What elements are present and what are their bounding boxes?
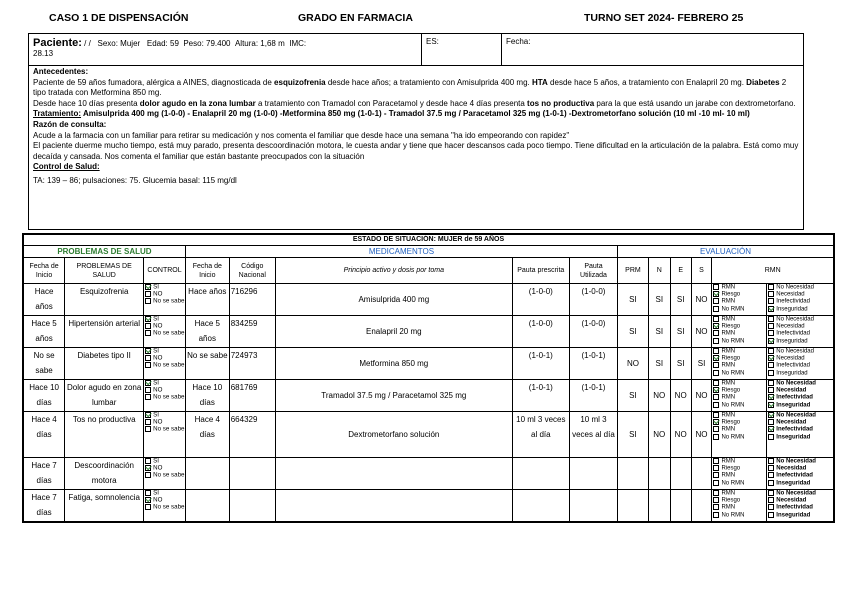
col-n: N — [648, 258, 670, 284]
control-option[interactable]: SI — [145, 284, 184, 291]
control-option[interactable]: No se sabe — [145, 330, 184, 337]
cell-control — [144, 348, 186, 380]
cell-rmn-b: No Necesidad Necesidad Inefectividad Inseguridad — [767, 458, 834, 490]
cell-rmn-b: No Necesidad Necesidad Inefectividad Inseguridad — [767, 284, 834, 316]
cell-problema: Dolor agudo en zona lumbar — [65, 380, 144, 412]
checkbox-icon[interactable] — [713, 362, 719, 368]
cell-e: SI — [670, 348, 691, 380]
control-option[interactable]: SI — [145, 458, 184, 465]
checkbox-icon[interactable] — [713, 394, 719, 400]
cell-codigo: 716296 — [229, 284, 275, 316]
checkbox-icon[interactable] — [768, 465, 774, 471]
checkbox-icon[interactable] — [713, 504, 719, 510]
checkbox-icon[interactable] — [768, 412, 774, 418]
cell-n — [648, 490, 670, 523]
cell-rmn-a: RMN Riesgo RMN No RMN — [712, 458, 767, 490]
cell-fecha: Hace 10 días — [23, 380, 65, 412]
checkbox-icon[interactable] — [768, 355, 774, 361]
checkbox-icon[interactable] — [713, 434, 719, 440]
checkbox-icon[interactable] — [768, 480, 774, 486]
checkbox-icon[interactable] — [713, 426, 719, 432]
cell-principio — [275, 458, 512, 490]
patient-box — [28, 33, 804, 66]
control-option[interactable]: NO — [145, 291, 184, 298]
patient-weight: Peso: 79.400 — [183, 39, 231, 48]
table-row — [23, 490, 834, 523]
cell-utilizada: (1-0-1) — [569, 348, 617, 380]
treatment-label: Tratamiento: — [33, 109, 82, 119]
cell-problema: Tos no productiva — [65, 412, 144, 458]
col-prescrita: Pauta prescrita — [512, 258, 569, 284]
checkbox-icon[interactable] — [768, 472, 774, 478]
control-option[interactable]: NO — [145, 323, 184, 330]
cell-e: NO — [670, 380, 691, 412]
col-e: E — [670, 258, 691, 284]
antecedentes-title: Antecedentes: — [33, 67, 89, 76]
section-problems: PROBLEMAS DE SALUD — [23, 246, 185, 258]
control-option[interactable]: No se sabe — [145, 298, 184, 305]
cell-prescrita: (1-0-1) — [512, 348, 569, 380]
table-row — [23, 348, 834, 380]
control-option[interactable]: NO — [145, 465, 184, 472]
cell-fecha: Hace 5 años — [23, 316, 65, 348]
case-info — [28, 66, 804, 230]
cell-rmn-a: RMN Riesgo RMN No RMN — [712, 380, 767, 412]
cell-rmn-b: No Necesidad Necesidad Inefectividad Inseguridad — [767, 348, 834, 380]
checkbox-icon[interactable] — [713, 490, 719, 496]
cell-control — [144, 458, 186, 490]
treatment-text: Amisulprida 400 mg (1-0-0) - Enalapril 20 mg (1-0-0) -Metformina 850 mg (1-0-1) - Tramadol 37.5 mg / Paracetamol 325 mg (1-0-1) -Dextrometorfano solución (10 ml -10 ml- 10 ml) — [81, 109, 750, 119]
col-problemas: PROBLEMAS DE SALUD — [65, 258, 144, 284]
control-option[interactable]: NO — [145, 497, 184, 504]
checkbox-icon[interactable] — [713, 480, 719, 486]
cell-utilizada: (1-0-0) — [569, 316, 617, 348]
checkbox-icon[interactable] — [768, 490, 774, 496]
checkbox-icon[interactable] — [145, 330, 151, 336]
patient-height: Altura: 1,68 m — [234, 39, 285, 48]
cell-n: NO — [648, 380, 670, 412]
checkbox-icon[interactable] — [145, 380, 151, 386]
cell-fecha2: Hace 4 días — [185, 412, 229, 458]
cell-problema: Diabetes tipo II — [65, 348, 144, 380]
checkbox-icon[interactable] — [145, 426, 151, 432]
table-row — [23, 458, 834, 490]
checkbox-icon[interactable] — [713, 298, 719, 304]
page-header — [0, 12, 848, 28]
control-option[interactable]: NO — [145, 387, 184, 394]
cell-control — [144, 490, 186, 523]
cell-principio: Metformina 850 mg — [275, 348, 512, 380]
checkbox-icon[interactable] — [768, 512, 774, 518]
cell-utilizada — [569, 458, 617, 490]
cell-s: SI — [691, 348, 712, 380]
col-fecha: Fecha de Inicio — [23, 258, 65, 284]
cell-fecha2: Hace 5 años — [185, 316, 229, 348]
checkbox-icon[interactable] — [768, 402, 774, 408]
cell-principio: Enalapril 20 mg — [275, 316, 512, 348]
cell-e: NO — [670, 412, 691, 458]
cell-rmn-b: No Necesidad Necesidad Inefectividad Inseguridad — [767, 490, 834, 523]
cell-s — [691, 490, 712, 523]
control-option[interactable]: No se sabe — [145, 426, 184, 433]
cell-codigo — [229, 458, 275, 490]
control-option[interactable]: No se sabe — [145, 394, 184, 401]
col-utilizada: Pauta Utilizada — [569, 258, 617, 284]
control-option[interactable]: No se sabe — [145, 472, 184, 479]
cell-fecha2: No se sabe — [185, 348, 229, 380]
checkbox-icon[interactable] — [768, 284, 774, 290]
checkbox-icon[interactable] — [145, 504, 151, 510]
col-s: S — [691, 258, 712, 284]
control-option[interactable]: SI — [145, 316, 184, 323]
patient-label: Paciente: — [33, 37, 82, 49]
control-option[interactable]: SI — [145, 412, 184, 419]
cell-n: SI — [648, 348, 670, 380]
control-option[interactable]: No se sabe — [145, 504, 184, 511]
checkbox-icon[interactable] — [713, 338, 719, 344]
cell-control — [144, 380, 186, 412]
cell-fecha: Hace 4 días — [23, 412, 65, 458]
cell-problema: Fatiga, somnolencia — [65, 490, 144, 523]
cell-e — [670, 490, 691, 523]
col-rmn: RMN — [712, 258, 834, 284]
cell-fecha2: Hace años — [185, 284, 229, 316]
checkbox-icon[interactable] — [713, 458, 719, 464]
patient-imc-label: IMC: — [289, 39, 307, 48]
control-option[interactable]: SI — [145, 348, 184, 355]
cell-e — [670, 458, 691, 490]
cell-principio: Amisulprida 400 mg — [275, 284, 512, 316]
cell-rmn-a: RMN Riesgo RMN No RMN — [712, 316, 767, 348]
cell-principio: Dextrometorfano solución — [275, 412, 512, 458]
checkbox-icon[interactable] — [145, 419, 151, 425]
checkbox-icon[interactable] — [145, 412, 151, 418]
checkbox-icon[interactable] — [713, 512, 719, 518]
control-option[interactable]: SI — [145, 380, 184, 387]
cell-prm: SI — [618, 380, 649, 412]
cell-prescrita: 10 ml 3 veces al día — [512, 412, 569, 458]
col-prm: PRM — [618, 258, 649, 284]
cell-rmn-b: No Necesidad Necesidad Inefectividad Inseguridad — [767, 380, 834, 412]
cell-codigo: 681769 — [229, 380, 275, 412]
cell-fecha2 — [185, 490, 229, 523]
cell-codigo — [229, 490, 275, 523]
col-control: CONTROL — [144, 258, 186, 284]
control-text: TA: 139 – 86; pulsaciones: 75. Glucemia basal: 115 mg/dl — [33, 175, 237, 185]
cell-codigo: 834259 — [229, 316, 275, 348]
checkbox-icon[interactable] — [768, 497, 774, 503]
cell-control — [144, 316, 186, 348]
cell-prm: SI — [618, 316, 649, 348]
fecha-label: Fecha: — [506, 37, 531, 46]
cell-s: NO — [691, 380, 712, 412]
checkbox-icon[interactable] — [768, 323, 774, 329]
cell-n: SI — [648, 316, 670, 348]
cell-codigo: 724973 — [229, 348, 275, 380]
checkbox-icon[interactable] — [713, 306, 719, 312]
checkbox-icon[interactable] — [145, 472, 151, 478]
checkbox-icon[interactable] — [768, 306, 774, 312]
cell-principio — [275, 490, 512, 523]
cell-prescrita — [512, 490, 569, 523]
control-title: Control de Salud: — [33, 162, 100, 172]
cell-control — [144, 284, 186, 316]
cell-utilizada — [569, 490, 617, 523]
cell-rmn-b: No Necesidad Necesidad Inefectividad Inseguridad — [767, 316, 834, 348]
patient-sex: Sexo: Mujer — [97, 39, 141, 48]
cell-fecha: Hace 7 días — [23, 490, 65, 523]
reason-2: El paciente duerme mucho tiempo, está muy parado, presenta descoordinación motora, le cuesta andar y tiene que hacer descansos cada poco tiempo. Tiene dificultad en la articulación de la palabra. Está como muy decaída y cansada. Nos comenta el familiar que están bastante preocupados con la situación — [33, 141, 799, 161]
cell-codigo: 664329 — [229, 412, 275, 458]
case-title: CASO 1 DE DISPENSACIÓN — [49, 12, 189, 24]
checkbox-icon[interactable] — [145, 355, 151, 361]
checkbox-icon[interactable] — [768, 370, 774, 376]
checkbox-icon[interactable] — [145, 323, 151, 329]
cell-e: SI — [670, 316, 691, 348]
cell-fecha2: Hace 10 días — [185, 380, 229, 412]
control-option[interactable]: No se sabe — [145, 362, 184, 369]
cell-s: NO — [691, 412, 712, 458]
cell-fecha: Hace años — [23, 284, 65, 316]
col-principio: Principio activo y dosis por toma — [275, 258, 512, 284]
patient-name: / / — [81, 39, 94, 48]
cell-principio: Tramadol 37.5 mg / Paracetamol 325 mg — [275, 380, 512, 412]
checkbox-icon[interactable] — [768, 362, 774, 368]
cell-prescrita: (1-0-0) — [512, 316, 569, 348]
cell-utilizada: 10 ml 3 veces al día — [569, 412, 617, 458]
checkbox-icon[interactable] — [768, 338, 774, 344]
cell-s: NO — [691, 316, 712, 348]
cell-n: SI — [648, 284, 670, 316]
cell-prm — [618, 490, 649, 523]
checkbox-icon[interactable] — [145, 497, 151, 503]
cell-fecha: No se sabe — [23, 348, 65, 380]
checkbox-icon[interactable] — [713, 330, 719, 336]
cell-e: SI — [670, 284, 691, 316]
checkbox-icon[interactable] — [145, 465, 151, 471]
checkbox-icon[interactable] — [768, 434, 774, 440]
checkbox-icon[interactable] — [713, 323, 719, 329]
patient-es — [422, 34, 502, 65]
cell-problema: Descoordinación motora — [65, 458, 144, 490]
checkbox-icon[interactable] — [145, 394, 151, 400]
cell-n: NO — [648, 412, 670, 458]
cell-utilizada: (1-0-0) — [569, 284, 617, 316]
antecedentes-p2: Desde hace 10 días presenta dolor agudo en la zona lumbar a tratamiento con Tramadol con Paracetamol y desde hace 4 días presenta tos no productiva para la que está usando un jarabe con dextrometorfano. — [33, 98, 796, 108]
cell-prescrita — [512, 458, 569, 490]
cell-s: NO — [691, 284, 712, 316]
table-row — [23, 412, 834, 458]
cell-prm — [618, 458, 649, 490]
antecedentes-p1: Paciente de 59 años fumadora, alérgica a AINES, diagnosticada de esquizofrenia desde hace años; a tratamiento con Amisulprida 400 mg. HTA desde hace 5 años, a tratamiento con Enalapril 20 mg. Diabetes 2 tipo tratada con Metformina 850 mg. — [33, 77, 787, 98]
cell-rmn-a: RMN Riesgo RMN No RMN — [712, 412, 767, 458]
cell-n — [648, 458, 670, 490]
checkbox-icon[interactable] — [145, 362, 151, 368]
cell-prm: NO — [618, 348, 649, 380]
checkbox-icon[interactable] — [145, 348, 151, 354]
term-title: TURNO SET 2024- FEBRERO 25 — [584, 12, 744, 24]
table-row — [23, 380, 834, 412]
checkbox-icon[interactable] — [145, 387, 151, 393]
cell-fecha2 — [185, 458, 229, 490]
checkbox-icon[interactable] — [768, 380, 774, 386]
degree-title: GRADO EN FARMACIA — [298, 12, 413, 24]
checkbox-icon[interactable] — [145, 316, 151, 322]
cell-s — [691, 458, 712, 490]
checkbox-icon[interactable] — [713, 370, 719, 376]
checkbox-icon[interactable] — [768, 426, 774, 432]
col-codigo: Código Nacional — [229, 258, 275, 284]
patient-fecha — [502, 34, 804, 65]
checkbox-icon[interactable] — [768, 316, 774, 322]
treatment — [33, 109, 799, 120]
checkbox-icon[interactable] — [713, 402, 719, 408]
table-row — [23, 316, 834, 348]
reason-1: Acude a la farmacia con un familiar para retirar su medicación y nos comenta el familiar que desde hace una semana "ha ido empeorando con rapidez" — [33, 130, 570, 140]
patient-age: Edad: 59 — [146, 39, 179, 48]
cell-control — [144, 412, 186, 458]
patient-imc-value: 28.13 — [33, 49, 54, 58]
cell-prescrita: (1-0-0) — [512, 284, 569, 316]
es-label: ES: — [426, 37, 439, 46]
cell-rmn-b: No Necesidad Necesidad Inefectividad Inseguridad — [767, 412, 834, 458]
checkbox-icon[interactable] — [145, 298, 151, 304]
checkbox-icon[interactable] — [713, 497, 719, 503]
checkbox-icon[interactable] — [713, 291, 719, 297]
table-row — [23, 284, 834, 316]
cell-prm: SI — [618, 412, 649, 458]
checkbox-icon[interactable] — [768, 291, 774, 297]
cell-rmn-a: RMN Riesgo RMN No RMN — [712, 490, 767, 523]
cell-rmn-a: RMN Riesgo RMN No RMN — [712, 348, 767, 380]
cell-fecha: Hace 7 días — [23, 458, 65, 490]
control-option[interactable]: NO — [145, 419, 184, 426]
cell-problema: Hipertensión arterial — [65, 316, 144, 348]
checkbox-icon[interactable] — [145, 291, 151, 297]
checkbox-icon[interactable] — [768, 504, 774, 510]
cell-prm: SI — [618, 284, 649, 316]
section-eval: EVALUACIÓN — [618, 246, 834, 258]
checkbox-icon[interactable] — [145, 284, 151, 290]
table-title: ESTADO DE SITUACIÓN: MUJER de 59 AÑOS — [23, 234, 834, 246]
cell-utilizada: (1-0-1) — [569, 380, 617, 412]
section-meds: MEDICAMENTOS — [185, 246, 617, 258]
checkbox-icon[interactable] — [713, 355, 719, 361]
control-option[interactable]: SI — [145, 490, 184, 497]
checkbox-icon[interactable] — [713, 472, 719, 478]
reason-title: Razón de consulta: — [33, 119, 107, 129]
cell-prescrita: (1-0-1) — [512, 380, 569, 412]
control-option[interactable]: NO — [145, 355, 184, 362]
checkbox-icon[interactable] — [713, 419, 719, 425]
patient-main — [29, 34, 422, 65]
checkbox-icon[interactable] — [713, 387, 719, 393]
checkbox-icon[interactable] — [768, 458, 774, 464]
cell-rmn-a: RMN Riesgo RMN No RMN — [712, 284, 767, 316]
cell-problema: Esquizofrenia — [65, 284, 144, 316]
col-fecha2: Fecha de Inicio — [185, 258, 229, 284]
status-table — [22, 233, 835, 523]
checkbox-icon[interactable] — [713, 465, 719, 471]
